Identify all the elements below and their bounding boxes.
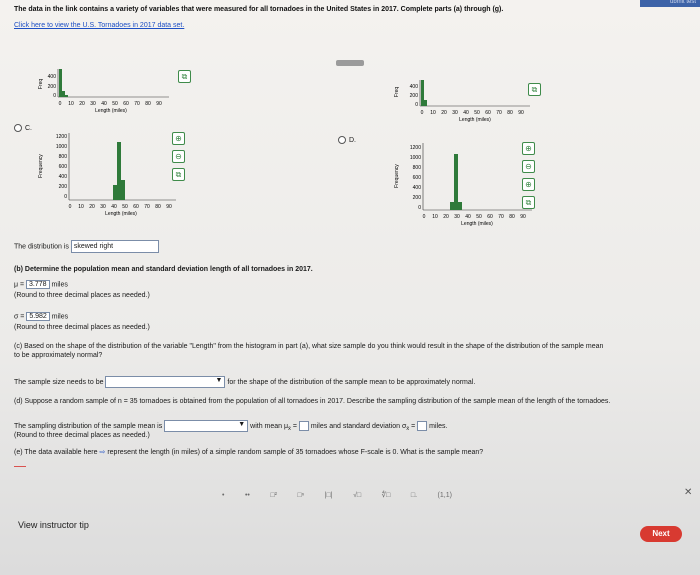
option-label: C.	[25, 124, 32, 132]
toolbar-mixed-number-icon[interactable]: ••	[244, 491, 250, 499]
mu-label: μ =	[14, 281, 25, 289]
histogram-bar	[62, 91, 65, 97]
mean-equals: =	[292, 422, 298, 430]
sigma-unit: miles	[51, 313, 69, 321]
round-note: (Round to three decimal places as needed.)	[14, 324, 150, 331]
histogram-bar	[454, 154, 458, 210]
histogram-bar	[59, 69, 62, 97]
x-tick: 40	[111, 204, 117, 210]
mean-subscript: x̄	[288, 426, 291, 433]
toolbar-sqrt-icon[interactable]: √□	[353, 491, 362, 499]
sd-subscript: x̄	[406, 426, 410, 433]
distribution-line	[14, 240, 159, 253]
x-tick: 20	[89, 204, 95, 210]
sd-label: miles and standard deviation σ	[310, 422, 407, 430]
x-tick: 0	[422, 214, 426, 220]
y-tick: 800	[412, 165, 421, 171]
y-tick: 200	[412, 195, 421, 201]
y-tick: 800	[58, 154, 67, 160]
y-tick: 200	[58, 184, 67, 190]
close-icon[interactable]: ✕	[684, 487, 693, 498]
x-tick: 70	[144, 204, 150, 210]
mean-input[interactable]	[299, 421, 309, 431]
distribution-answer[interactable]: skewed right	[71, 240, 159, 253]
radio-button[interactable]	[338, 136, 346, 144]
math-toolbar	[222, 488, 452, 502]
round-note: (Round to three decimal places as needed.)	[14, 292, 150, 299]
x-tick: 70	[496, 110, 502, 116]
histogram-bar	[65, 95, 68, 97]
y-tick: 1000	[409, 155, 421, 161]
y-tick: 400	[409, 84, 418, 90]
y-axis-label: Frequency	[38, 154, 44, 178]
x-tick: 30	[454, 214, 460, 220]
toolbar-interval-icon[interactable]: (1,1)	[437, 491, 452, 499]
x-tick: 30	[100, 204, 106, 210]
data-icon[interactable]: ⇨	[99, 449, 106, 456]
view-instructor-tip[interactable]: View instructor tip	[18, 520, 89, 530]
popout-icon[interactable]: ⧉	[522, 196, 535, 209]
x-tick: 10	[430, 110, 436, 116]
histogram-tools-d	[522, 142, 535, 209]
y-tick: 0	[53, 93, 56, 99]
x-tick: 30	[90, 101, 96, 107]
histogram-tools-c	[172, 132, 185, 181]
x-tick: 40	[101, 101, 107, 107]
toolbar-decimal-icon[interactable]: □.	[410, 491, 418, 499]
sample-size-suffix: for the shape of the distribution of the sample mean to be approximately normal.	[227, 378, 476, 386]
histogram-bar	[113, 185, 117, 200]
histogram-top-right	[392, 76, 542, 131]
y-tick: 1200	[55, 134, 67, 140]
part-d-question: (d) Suppose a random sample of n = 35 tornadoes is obtained from the population of all tornadoes in 2017. Describe the sampling distribution of the sample mean of the length of the tornadoes.	[14, 398, 611, 405]
x-tick: 20	[441, 110, 447, 116]
zoom-in-icon[interactable]: ⊕	[522, 178, 535, 191]
y-tick: 200	[409, 93, 418, 99]
x-tick: 80	[145, 101, 151, 107]
histogram-tools-top-right	[528, 83, 541, 96]
histogram-bar	[121, 180, 125, 200]
x-tick: 20	[79, 101, 85, 107]
y-tick: 200	[47, 84, 56, 90]
x-tick: 10	[78, 204, 84, 210]
x-tick: 90	[520, 214, 526, 220]
y-tick: 1000	[55, 144, 67, 150]
zoom-out-icon[interactable]: ⊖	[522, 160, 535, 173]
y-tick: 400	[47, 74, 56, 80]
x-tick: 60	[485, 110, 491, 116]
histogram-bar	[458, 202, 462, 210]
x-tick: 0	[420, 110, 424, 116]
next-button[interactable]: Next	[640, 526, 682, 542]
sigma-line	[14, 312, 68, 321]
mu-unit: miles	[51, 281, 68, 289]
toolbar-fraction-icon[interactable]: •	[222, 491, 225, 499]
x-tick: 80	[509, 214, 515, 220]
y-axis-label: Frequency	[394, 164, 400, 188]
resize-grip[interactable]	[336, 60, 364, 66]
toolbar-square-icon[interactable]: □²	[270, 491, 277, 499]
y-tick: 0	[64, 194, 67, 200]
x-tick: 40	[465, 214, 471, 220]
x-tick: 50	[474, 110, 480, 116]
sample-size-dropdown[interactable]	[105, 376, 225, 388]
y-axis-label: Freq	[394, 86, 400, 98]
x-tick: 0	[58, 101, 62, 107]
x-tick: 80	[155, 204, 161, 210]
toolbar-nth-root-icon[interactable]: ∜□	[381, 492, 391, 499]
popout-icon[interactable]: ⧉	[172, 168, 185, 181]
x-tick: 10	[68, 101, 74, 107]
mean-label: with mean μ	[250, 422, 289, 430]
part-b-question: (b) Determine the population mean and standard deviation length of all tornadoes in 2017.	[14, 266, 313, 273]
x-tick: 60	[123, 101, 129, 107]
popout-icon[interactable]: ⧉	[178, 70, 191, 83]
mu-answer[interactable]: 3.778	[26, 280, 50, 289]
x-tick: 20	[443, 214, 449, 220]
submit-test-label: ubmit test	[669, 0, 696, 5]
part-e-suffix: represent the length (in miles) of a simple random sample of 35 tornadoes whose F-scale is 0. What is the sample mean?	[107, 449, 484, 456]
x-axis-label: Length (miles)	[459, 117, 491, 123]
x-tick: 90	[166, 204, 172, 210]
x-axis-label: Length (miles)	[95, 108, 127, 114]
y-axis-label: Freq	[38, 78, 44, 90]
radio-button[interactable]	[14, 124, 22, 132]
dropdown-arrow-icon: ▼	[215, 377, 223, 384]
toolbar-absolute-value-icon[interactable]: |□|	[324, 491, 333, 499]
x-tick: 50	[122, 204, 128, 210]
x-tick: 50	[476, 214, 482, 220]
x-tick: 10	[432, 214, 438, 220]
dataset-link[interactable]: Click here to view the U.S. Tornadoes in 2017 data set.	[14, 22, 185, 29]
round-note: (Round to three decimal places as needed.)	[14, 432, 150, 439]
y-tick: 400	[412, 185, 421, 191]
x-tick: 80	[507, 110, 513, 116]
submit-test-strip[interactable]	[640, 0, 700, 7]
dropdown-arrow-icon: ▼	[238, 421, 246, 428]
answer-cursor[interactable]	[14, 466, 26, 473]
x-tick: 70	[498, 214, 504, 220]
mu-line	[14, 280, 68, 289]
histogram-bar	[117, 142, 121, 200]
part-c-question-line1: (c) Based on the shape of the distribution of the variable "Length" from the histogram in part (a), what size sample do you think would result in the shape of the distribution of the sample mean	[14, 343, 604, 350]
sd-input[interactable]	[417, 421, 427, 431]
sample-size-prefix: The sample size needs to be	[14, 378, 104, 386]
histogram-bar	[424, 100, 427, 106]
x-tick: 70	[134, 101, 140, 107]
x-tick: 60	[133, 204, 139, 210]
y-tick: 0	[418, 205, 421, 211]
toolbar-exponent-icon[interactable]: □ⁿ	[297, 491, 305, 499]
x-tick: 50	[112, 101, 118, 107]
histogram-top-left	[36, 66, 186, 121]
y-tick: 0	[415, 102, 418, 108]
histogram-option-d	[392, 140, 542, 235]
sd-equals: =	[411, 422, 416, 430]
zoom-in-icon[interactable]: ⊕	[172, 132, 185, 145]
distribution-prefix: The distribution is	[14, 243, 69, 251]
sd-unit: miles.	[429, 422, 448, 430]
y-tick: 1200	[409, 145, 421, 151]
option-c[interactable]	[14, 124, 32, 132]
question-header: The data in the link contains a variety of variables that were measured for all tornadoes in the United States in 2017. Complete parts (a) through (g).	[14, 6, 504, 13]
x-tick: 60	[487, 214, 493, 220]
x-tick: 90	[518, 110, 524, 116]
part-e-line	[14, 448, 483, 456]
histogram-bar	[450, 202, 454, 210]
sampling-dist-dropdown[interactable]	[164, 420, 248, 432]
sigma-answer[interactable]: 5.982	[26, 312, 50, 321]
part-d-answer-line	[14, 420, 447, 432]
histogram-option-c	[36, 130, 186, 225]
y-tick: 600	[58, 164, 67, 170]
part-e-prefix: (e) The data available here	[14, 449, 98, 456]
part-c-question-line2: to be approximately normal?	[14, 352, 103, 359]
x-tick: 0	[68, 204, 72, 210]
x-axis-label: Length (miles)	[461, 221, 493, 227]
histogram-tools-top-left	[178, 70, 191, 83]
x-tick: 30	[452, 110, 458, 116]
sampling-dist-prefix: The sampling distribution of the sample mean is	[14, 422, 163, 430]
option-label: D.	[349, 136, 356, 144]
sigma-label: σ =	[14, 313, 25, 321]
histogram-bar	[421, 80, 424, 106]
zoom-in-icon[interactable]: ⊕	[522, 142, 535, 155]
part-c-answer-line	[14, 376, 475, 388]
y-tick: 600	[412, 175, 421, 181]
x-tick: 90	[156, 101, 162, 107]
zoom-out-icon[interactable]: ⊖	[172, 150, 185, 163]
x-axis-label: Length (miles)	[105, 211, 137, 217]
y-tick: 400	[58, 174, 67, 180]
x-tick: 40	[463, 110, 469, 116]
option-d[interactable]	[338, 136, 356, 144]
popout-icon[interactable]: ⧉	[528, 83, 541, 96]
